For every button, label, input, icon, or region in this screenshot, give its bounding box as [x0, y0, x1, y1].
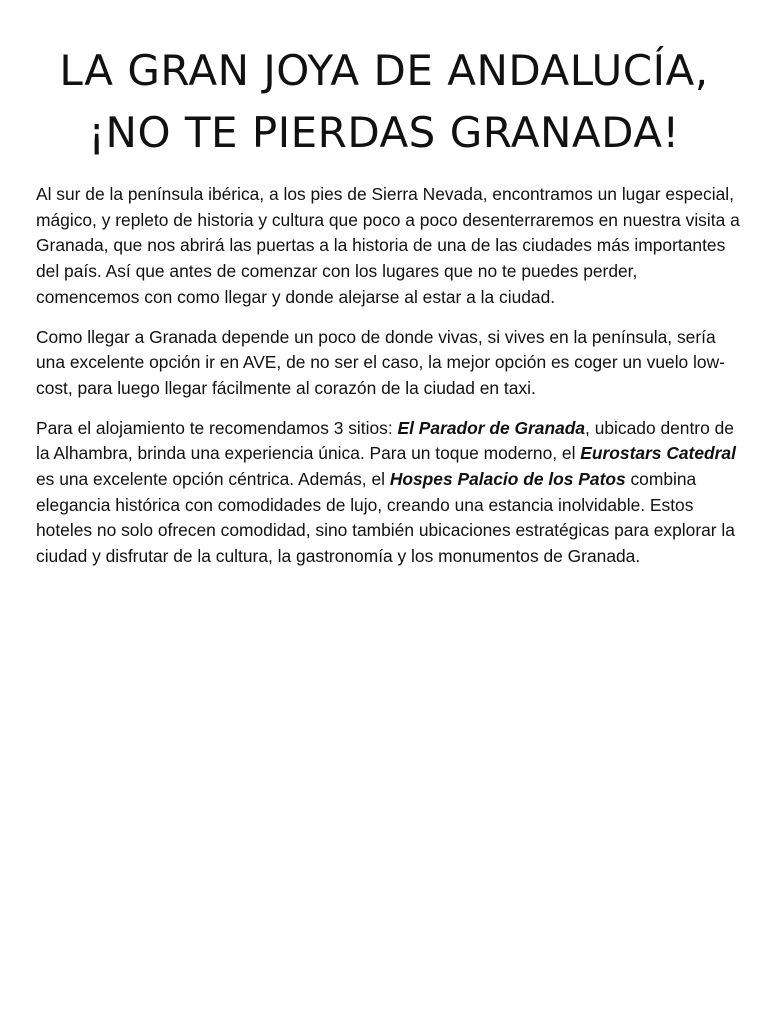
hotel-name-parador: El Parador de Granada	[397, 417, 586, 438]
article-body	[36, 182, 740, 584]
accommodation-text-2: , ubicado dentro de la Alhambra, brinda una experiencia única. Para un toque moderno, el	[36, 417, 734, 464]
accommodation-text-1: Para el alojamiento te recomendamos 3 sitios:	[36, 417, 398, 438]
paragraph-travel: Como llegar a Granada depende un poco de donde vivas, si vives en la península, sería una excelente opción ir en AVE, de no ser el caso, la mejor opción es coger un vuelo low-cost, para luego llegar fácilmente al corazón de la ciudad en taxi.	[36, 326, 725, 398]
hotel-name-eurostars: Eurostars Catedral	[580, 443, 736, 464]
accommodation-text-4: combina elegancia histórica con comodidades de lujo, creando una estancia inolvidable. Estos hoteles no solo ofrecen comodidad, sino también ubicaciones estratégicas para explorar la ciudad y disfrutar de la cultura, la gastronomía y los monumentos de Granada.	[36, 469, 735, 567]
title-line-2: ¡NO TE PIERDAS GRANADA!	[88, 108, 680, 157]
paragraph-intro: Al sur de la península ibérica, a los pies de Sierra Nevada, encontramos un lugar especial, mágico, y repleto de historia y cultura que poco a poco desenterraremos en nuestra visita a Granada, que nos abrirá las puertas a la historia de una de las ciudades más importantes del país. Así que antes de comenzar con los lugares que no te puedes perder, comencemos con como llegar y donde alejarse al estar a la ciudad.	[36, 184, 740, 307]
hotel-name-hospes: Hospes Palacio de los Patos	[389, 469, 626, 490]
accommodation-text-3: es una excelente opción céntrica. Además, el	[36, 469, 390, 490]
paragraph-accommodation	[36, 416, 740, 570]
page-title	[0, 40, 768, 164]
title-line-1: LA GRAN JOYA DE ANDALUCÍA,	[59, 46, 709, 95]
